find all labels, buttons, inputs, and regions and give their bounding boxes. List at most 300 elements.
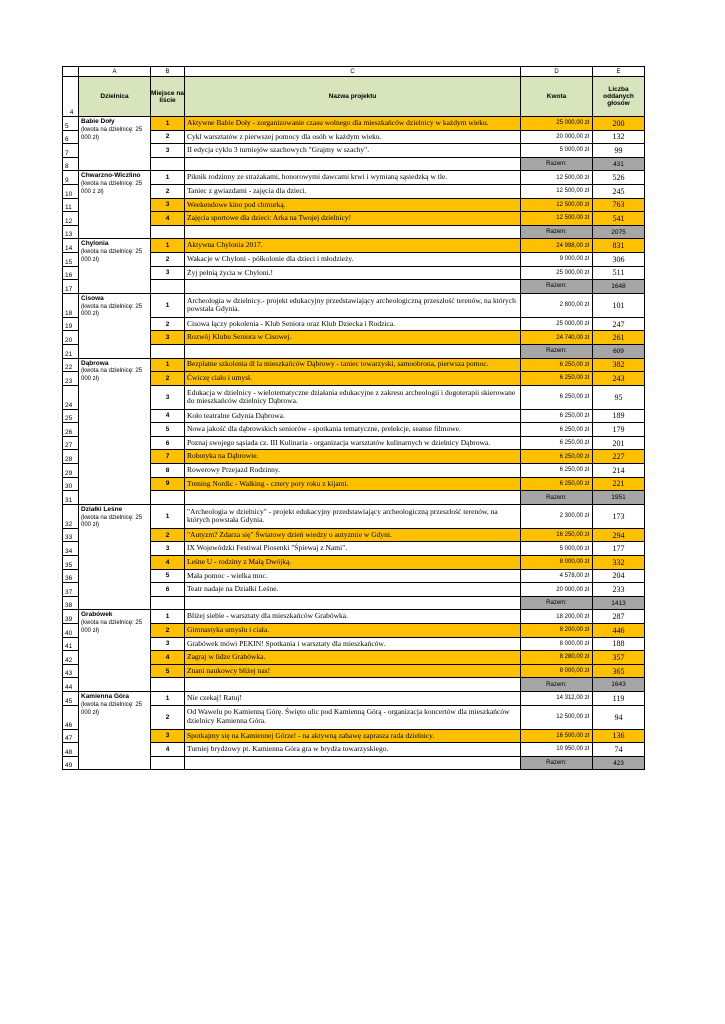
- amount-cell[interactable]: 25 000,00 zł: [521, 317, 593, 331]
- empty-cell[interactable]: [151, 225, 185, 239]
- project-row: [63, 130, 645, 144]
- place-cell[interactable]: 2: [151, 624, 185, 638]
- empty-cell[interactable]: [185, 756, 521, 770]
- amount-cell[interactable]: 9 000,00 zł: [521, 252, 593, 266]
- column-letter-e[interactable]: E: [593, 67, 645, 77]
- district-budget-note: (kwota na dzielnicę: 25 000 zł): [81, 249, 143, 263]
- project-name-cell[interactable]: Robotyka na Dąbrowie.: [185, 450, 521, 464]
- project-name-cell[interactable]: Nowa jakość dla dąbrowskich seniorów - spotkania tematyczne, prelekcje, seanse filmowe.: [185, 423, 521, 437]
- votes-header[interactable]: Liczba oddanych głosów: [593, 77, 645, 117]
- project-row: [63, 144, 645, 158]
- amount-cell[interactable]: 6 250,00 zł: [521, 358, 593, 372]
- row-number[interactable]: 33: [63, 528, 79, 542]
- district-cell[interactable]: [79, 358, 151, 504]
- total-votes-cell[interactable]: 1643: [593, 678, 645, 692]
- amount-cell[interactable]: 5 000,00 zł: [521, 144, 593, 158]
- column-letter-d[interactable]: D: [521, 67, 593, 77]
- project-name-cell[interactable]: Grabówek mówi PEKIN! Spotkania i warsztaty dla mieszkańców.: [185, 637, 521, 651]
- place-cell[interactable]: 5: [151, 423, 185, 437]
- place-cell[interactable]: 1: [151, 610, 185, 624]
- empty-cell[interactable]: [185, 225, 521, 239]
- project-name-cell[interactable]: Rozwój Klubu Seniora w Cisowej.: [185, 331, 521, 345]
- district-header[interactable]: Dzielnica: [79, 77, 151, 117]
- row-number[interactable]: 44: [63, 678, 79, 692]
- amount-cell[interactable]: 6 250,00 zł: [521, 450, 593, 464]
- votes-cell[interactable]: 221: [593, 477, 645, 491]
- row-number[interactable]: 22: [63, 358, 79, 372]
- place-cell[interactable]: 8: [151, 464, 185, 478]
- project-row: [63, 385, 645, 409]
- total-votes-cell[interactable]: 609: [593, 344, 645, 358]
- place-cell[interactable]: 4: [151, 651, 185, 665]
- row-number[interactable]: 28: [63, 450, 79, 464]
- district-cell[interactable]: [79, 117, 151, 171]
- district-cell[interactable]: [79, 610, 151, 692]
- sum-label-cell[interactable]: Razem:: [521, 491, 593, 505]
- place-cell[interactable]: 3: [151, 331, 185, 345]
- row-number[interactable]: 49: [63, 756, 79, 770]
- project-row: [63, 252, 645, 266]
- place-cell[interactable]: 2: [151, 252, 185, 266]
- empty-cell[interactable]: [185, 280, 521, 294]
- place-cell[interactable]: 2: [151, 184, 185, 198]
- place-cell[interactable]: 2: [151, 528, 185, 542]
- column-letter-b[interactable]: B: [151, 67, 185, 77]
- row-number[interactable]: 14: [63, 239, 79, 253]
- project-name-cell[interactable]: Rowerowy Przejazd Rodzinny.: [185, 464, 521, 478]
- row-number[interactable]: 43: [63, 664, 79, 678]
- corner-cell[interactable]: [63, 67, 79, 77]
- total-votes-cell[interactable]: 431: [593, 157, 645, 171]
- project-name-cell[interactable]: "Autyzm? Zdarza się" Światowy dzień wiedzy o autyzmie w Gdyni.: [185, 528, 521, 542]
- votes-cell[interactable]: 200: [593, 117, 645, 131]
- amount-cell[interactable]: 25 000,00 zł: [521, 117, 593, 131]
- amount-cell[interactable]: 6 250,00 zł: [521, 385, 593, 409]
- place-cell[interactable]: 1: [151, 691, 185, 705]
- district-name: Kamienna Góra: [81, 692, 130, 700]
- sum-label-cell[interactable]: Razem:: [521, 225, 593, 239]
- project-name-cell[interactable]: Koło teatralne Gdynia Dąbrowa.: [185, 409, 521, 423]
- row-number[interactable]: 42: [63, 651, 79, 665]
- place-cell[interactable]: 1: [151, 358, 185, 372]
- row-number[interactable]: 46: [63, 705, 79, 729]
- sum-row: [63, 280, 645, 294]
- votes-cell[interactable]: 763: [593, 198, 645, 212]
- amount-cell[interactable]: 12 500,00 zł: [521, 212, 593, 226]
- place-cell[interactable]: 2: [151, 130, 185, 144]
- votes-cell[interactable]: 188: [593, 637, 645, 651]
- row-number[interactable]: 16: [63, 266, 79, 280]
- project-name-cell[interactable]: Zagraj w lidze Grabówka.: [185, 651, 521, 665]
- votes-cell[interactable]: 74: [593, 743, 645, 757]
- project-row: [63, 542, 645, 556]
- row-number[interactable]: 45: [63, 691, 79, 705]
- votes-cell[interactable]: 243: [593, 372, 645, 386]
- votes-cell[interactable]: 261: [593, 331, 645, 345]
- project-row: [63, 610, 645, 624]
- project-row: [63, 556, 645, 570]
- district-budget-note: (kwota na dzielnicę: 25 000 zł): [81, 126, 143, 141]
- project-name-cell[interactable]: Nie czekaj! Ratuj!: [185, 691, 521, 705]
- amount-cell[interactable]: 24 740,00 zł: [521, 331, 593, 345]
- project-row: [63, 691, 645, 705]
- project-row: [63, 423, 645, 437]
- project-row: [63, 358, 645, 372]
- project-name-cell[interactable]: "Archeologia w dzielnicy" - projekt edukacyjny przedstawiający archeologiczną przeszłość terenów, na których powstała Gdynia.: [185, 504, 521, 528]
- votes-cell[interactable]: 247: [593, 317, 645, 331]
- project-name-cell[interactable]: Mała pomoc - wielka moc.: [185, 569, 521, 583]
- project-name-cell[interactable]: Spotkajmy się na Kamiennej Górze! - na aktywną zabawę zaprasza rada dzielnicy.: [185, 729, 521, 743]
- row-number[interactable]: 5: [63, 117, 79, 131]
- row-number[interactable]: 8: [63, 157, 79, 171]
- project-name-cell[interactable]: Aktywne Babie Doły - zorganizowanie czasu wolnego dla mieszkańców dzielnicy w każdym wieku.: [185, 117, 521, 131]
- empty-cell[interactable]: [185, 491, 521, 505]
- project-row: [63, 705, 645, 729]
- project-row: [63, 409, 645, 423]
- project-name-cell[interactable]: Aktywna Chylonia 2017.: [185, 239, 521, 253]
- project-row: [63, 198, 645, 212]
- place-cell[interactable]: 3: [151, 198, 185, 212]
- row-number[interactable]: 31: [63, 491, 79, 505]
- project-name-cell[interactable]: Turniej brydżowy pt. Kamienna Góra gra w brydża towarzyskiego.: [185, 743, 521, 757]
- project-name-cell[interactable]: Taniec z gwiazdami - zajęcia dla dzieci.: [185, 184, 521, 198]
- row-number[interactable]: 40: [63, 624, 79, 638]
- empty-cell[interactable]: [151, 280, 185, 294]
- project-row: [63, 450, 645, 464]
- place-cell[interactable]: 5: [151, 569, 185, 583]
- place-cell[interactable]: 4: [151, 556, 185, 570]
- district-name: Chwarzno-Wiczlino: [81, 172, 141, 180]
- district-cell[interactable]: [79, 691, 151, 769]
- district-budget-note: (kwota na dzielnicę: 25 000 z zł): [81, 181, 143, 195]
- row-number[interactable]: 25: [63, 409, 79, 423]
- project-row: [63, 651, 645, 665]
- district-cell[interactable]: [79, 239, 151, 293]
- amount-cell[interactable]: 20 000,00 zł: [521, 130, 593, 144]
- project-row: [63, 331, 645, 345]
- project-row: [63, 171, 645, 185]
- row-number[interactable]: 36: [63, 569, 79, 583]
- votes-cell[interactable]: 526: [593, 171, 645, 185]
- row-number[interactable]: 7: [63, 144, 79, 158]
- row-number[interactable]: 32: [63, 504, 79, 528]
- amount-cell[interactable]: 6 250,00 zł: [521, 464, 593, 478]
- project-row: [63, 624, 645, 638]
- place-cell[interactable]: 1: [151, 293, 185, 317]
- amount-cell[interactable]: 25 000,00 zł: [521, 266, 593, 280]
- project-name-cell[interactable]: Trening Nordic - Walking - cztery pory roku z kijami.: [185, 477, 521, 491]
- project-name-cell[interactable]: Bliżej siebie - warsztaty dla mieszkańców Grabówka.: [185, 610, 521, 624]
- total-votes-cell[interactable]: 2075: [593, 225, 645, 239]
- sum-row: [63, 491, 645, 505]
- place-cell[interactable]: 5: [151, 664, 185, 678]
- row-number[interactable]: 6: [63, 130, 79, 144]
- place-cell[interactable]: 3: [151, 729, 185, 743]
- place-cell[interactable]: 9: [151, 477, 185, 491]
- votes-cell[interactable]: 332: [593, 556, 645, 570]
- row-number[interactable]: 29: [63, 464, 79, 478]
- project-row: [63, 317, 645, 331]
- place-cell[interactable]: 4: [151, 212, 185, 226]
- amount-cell[interactable]: 14 312,00 zł: [521, 691, 593, 705]
- project-name-cell[interactable]: Żyj pełnią życia w Chyloni.!: [185, 266, 521, 280]
- place-cell[interactable]: 1: [151, 504, 185, 528]
- amount-cell[interactable]: 8 000,00 zł: [521, 556, 593, 570]
- amount-cell[interactable]: 6 250,00 zł: [521, 423, 593, 437]
- row-number[interactable]: 24: [63, 385, 79, 409]
- project-row: [63, 293, 645, 317]
- votes-cell[interactable]: 204: [593, 569, 645, 583]
- votes-cell[interactable]: 177: [593, 542, 645, 556]
- amount-cell[interactable]: 16 500,00 zł: [521, 729, 593, 743]
- row-number[interactable]: 48: [63, 743, 79, 757]
- empty-cell[interactable]: [151, 678, 185, 692]
- place-header[interactable]: Miejsce na liście: [151, 77, 185, 117]
- votes-cell[interactable]: 365: [593, 664, 645, 678]
- place-cell[interactable]: 3: [151, 385, 185, 409]
- amount-cell[interactable]: 12 500,00 zł: [521, 705, 593, 729]
- place-cell[interactable]: 1: [151, 239, 185, 253]
- votes-cell[interactable]: 287: [593, 610, 645, 624]
- total-votes-cell[interactable]: 1648: [593, 280, 645, 294]
- project-name-cell[interactable]: IX Wojewódzki Festiwal Piosenki "Śpiewaj z Nami".: [185, 542, 521, 556]
- project-name-cell[interactable]: Leśne U - rodziny z Małą Dwójką.: [185, 556, 521, 570]
- votes-cell[interactable]: 136: [593, 729, 645, 743]
- place-cell[interactable]: 3: [151, 542, 185, 556]
- sum-label-cell[interactable]: Razem:: [521, 157, 593, 171]
- project-name-cell[interactable]: Edukacja w dzielnicy - wielotematyczne działania edukacyjne z zakresu archeologii i dogoterapii skierowane do mieszkańców dzielnicy Dąbrowa.: [185, 385, 521, 409]
- row-number[interactable]: 10: [63, 184, 79, 198]
- sum-row: [63, 225, 645, 239]
- empty-cell[interactable]: [151, 157, 185, 171]
- column-letter-row: [63, 67, 645, 77]
- votes-cell[interactable]: 201: [593, 436, 645, 450]
- place-cell[interactable]: 4: [151, 409, 185, 423]
- district-name: Cisowa: [81, 294, 104, 302]
- district-cell[interactable]: [79, 171, 151, 239]
- amount-cell[interactable]: 12 500,00 zł: [521, 171, 593, 185]
- amount-cell[interactable]: 18 200,00 zł: [521, 610, 593, 624]
- votes-cell[interactable]: 95: [593, 385, 645, 409]
- project-name-cell[interactable]: Gimnastyka umysłu i ciała.: [185, 624, 521, 638]
- amount-cell[interactable]: 12 500,00 zł: [521, 184, 593, 198]
- place-cell[interactable]: 3: [151, 637, 185, 651]
- place-cell[interactable]: 1: [151, 117, 185, 131]
- project-row: [63, 743, 645, 757]
- row-number[interactable]: 13: [63, 225, 79, 239]
- empty-cell[interactable]: [151, 344, 185, 358]
- amount-cell[interactable]: 2 800,00 zł: [521, 293, 593, 317]
- project-row: [63, 528, 645, 542]
- project-name-cell[interactable]: Weekendowe kino pod chmurką.: [185, 198, 521, 212]
- district-name: Dąbrowa: [81, 359, 109, 367]
- district-budget-note: (kwota na dzielnicę: 25 000 zł): [81, 368, 143, 383]
- project-row: [63, 729, 645, 743]
- district-budget-note: (kwota na dzielnicę: 25 000 zł): [81, 620, 143, 634]
- votes-cell[interactable]: 511: [593, 266, 645, 280]
- votes-cell[interactable]: 119: [593, 691, 645, 705]
- row-number[interactable]: 27: [63, 436, 79, 450]
- project-name-cell[interactable]: II edycja cyklu 3 turniejów szachowych "Grajmy w szachy".: [185, 144, 521, 158]
- sum-label-cell[interactable]: Razem:: [521, 756, 593, 770]
- place-cell[interactable]: 1: [151, 171, 185, 185]
- place-cell[interactable]: 4: [151, 743, 185, 757]
- votes-cell[interactable]: 227: [593, 450, 645, 464]
- votes-cell[interactable]: 357: [593, 651, 645, 665]
- votes-cell[interactable]: 179: [593, 423, 645, 437]
- project-name-cell[interactable]: Bezpłatne szkolenia dl la mieszkańców Dąbrowy - taniec towarzyski, samoobrona, pierwsza pomoc.: [185, 358, 521, 372]
- row-number[interactable]: 35: [63, 556, 79, 570]
- amount-cell[interactable]: 6 250,00 zł: [521, 409, 593, 423]
- amount-header[interactable]: Kwota: [521, 77, 593, 117]
- place-cell[interactable]: 6: [151, 436, 185, 450]
- project-row: [63, 477, 645, 491]
- amount-cell[interactable]: 8 280,00 zł: [521, 651, 593, 665]
- project-name-cell[interactable]: Wakacje w Chyloni - półkolonie dla dzieci i młodzieży.: [185, 252, 521, 266]
- sum-row: [63, 678, 645, 692]
- votes-cell[interactable]: 189: [593, 409, 645, 423]
- place-cell[interactable]: 3: [151, 144, 185, 158]
- project-row: [63, 637, 645, 651]
- total-votes-cell[interactable]: 423: [593, 756, 645, 770]
- empty-cell[interactable]: [151, 491, 185, 505]
- district-name: Chylonia: [81, 240, 109, 248]
- project-name-cell[interactable]: Cisowa łączy pokolenia - Klub Seniora oraz Klub Dziecka i Rodzica.: [185, 317, 521, 331]
- row-number[interactable]: 34: [63, 542, 79, 556]
- votes-cell[interactable]: 541: [593, 212, 645, 226]
- sum-label-cell[interactable]: Razem:: [521, 344, 593, 358]
- project-name-header[interactable]: Nazwa projektu: [185, 77, 521, 117]
- row-number[interactable]: 9: [63, 171, 79, 185]
- votes-cell[interactable]: 173: [593, 504, 645, 528]
- votes-cell[interactable]: 831: [593, 239, 645, 253]
- row-number[interactable]: 23: [63, 372, 79, 386]
- district-budget-note: (kwota na dzielnicę: 25 000 zł): [81, 303, 143, 318]
- project-name-cell[interactable]: Ćwiczę ciało i umysł.: [185, 372, 521, 386]
- sum-row: [63, 157, 645, 171]
- empty-cell[interactable]: [185, 344, 521, 358]
- district-name: Babie Doły: [81, 118, 115, 125]
- amount-cell[interactable]: 8 200,00 zł: [521, 624, 593, 638]
- district-budget-note: (kwota na dzielnicę: 25 000 zł): [81, 514, 143, 529]
- project-name-cell[interactable]: Poznaj swojego sąsiada cz. III Kulinaria - organizacja warsztatów kulinarnych w dzielnicy Dąbrowa.: [185, 436, 521, 450]
- total-votes-cell[interactable]: 1951: [593, 491, 645, 505]
- amount-cell[interactable]: 20 000,00 zł: [521, 583, 593, 597]
- amount-cell[interactable]: 5 000,00 zł: [521, 542, 593, 556]
- votes-cell[interactable]: 382: [593, 358, 645, 372]
- place-cell[interactable]: 7: [151, 450, 185, 464]
- votes-cell[interactable]: 245: [593, 184, 645, 198]
- sum-row: [63, 344, 645, 358]
- row-number[interactable]: 47: [63, 729, 79, 743]
- votes-cell[interactable]: 101: [593, 293, 645, 317]
- row-number[interactable]: 15: [63, 252, 79, 266]
- project-row: [63, 569, 645, 583]
- row-number[interactable]: 37: [63, 583, 79, 597]
- project-row: [63, 184, 645, 198]
- sum-label-cell[interactable]: Razem:: [521, 596, 593, 610]
- empty-cell[interactable]: [185, 596, 521, 610]
- amount-cell[interactable]: 12 500,00 zł: [521, 198, 593, 212]
- project-row: [63, 583, 645, 597]
- project-name-cell[interactable]: Od Wawelu po Kamienną Górę. Święto ulic pod Kamienną Górą - organizacja koncertów dla mieszkańców dzielnicy Kamienna Góra.: [185, 705, 521, 729]
- place-cell[interactable]: 2: [151, 372, 185, 386]
- results-spreadsheet: [62, 66, 645, 770]
- empty-cell[interactable]: [185, 157, 521, 171]
- row-number[interactable]: 4: [63, 77, 79, 117]
- empty-cell[interactable]: [151, 596, 185, 610]
- votes-cell[interactable]: 99: [593, 144, 645, 158]
- row-number[interactable]: 30: [63, 477, 79, 491]
- amount-cell[interactable]: 16 250,00 zł: [521, 528, 593, 542]
- votes-cell[interactable]: 306: [593, 252, 645, 266]
- amount-cell[interactable]: 6 250,00 zł: [521, 436, 593, 450]
- amount-cell[interactable]: 4 578,00 zł: [521, 569, 593, 583]
- place-cell[interactable]: 6: [151, 583, 185, 597]
- project-name-cell[interactable]: Teatr nadaje na Działki Leśne.: [185, 583, 521, 597]
- row-number[interactable]: 18: [63, 293, 79, 317]
- sum-row: [63, 596, 645, 610]
- district-cell[interactable]: [79, 504, 151, 610]
- amount-cell[interactable]: 8 000,00 zł: [521, 664, 593, 678]
- votes-cell[interactable]: 294: [593, 528, 645, 542]
- row-number[interactable]: 39: [63, 610, 79, 624]
- column-letter-c[interactable]: C: [185, 67, 521, 77]
- amount-cell[interactable]: 6 250,00 zł: [521, 372, 593, 386]
- project-row: [63, 266, 645, 280]
- row-number[interactable]: 21: [63, 344, 79, 358]
- amount-cell[interactable]: 24 998,00 zł: [521, 239, 593, 253]
- sum-row: [63, 756, 645, 770]
- project-name-cell[interactable]: Piknik rodzinny ze strażakami, honorowymi dawcami krwi i wymianą sąsiedzką w tle.: [185, 171, 521, 185]
- votes-cell[interactable]: 446: [593, 624, 645, 638]
- row-number[interactable]: 17: [63, 280, 79, 294]
- district-name: Działki Leśne: [81, 505, 123, 513]
- empty-cell[interactable]: [185, 678, 521, 692]
- project-row: [63, 372, 645, 386]
- votes-cell[interactable]: 94: [593, 705, 645, 729]
- row-number[interactable]: 26: [63, 423, 79, 437]
- project-name-cell[interactable]: Zajęcia sportowe dla dzieci: Arka na Twojej dzielnicy!: [185, 212, 521, 226]
- column-letter-a[interactable]: A: [79, 67, 151, 77]
- row-number[interactable]: 20: [63, 331, 79, 345]
- sum-label-cell[interactable]: Razem:: [521, 280, 593, 294]
- votes-cell[interactable]: 132: [593, 130, 645, 144]
- amount-cell[interactable]: 2 300,00 zł: [521, 504, 593, 528]
- amount-cell[interactable]: 6 250,00 zł: [521, 477, 593, 491]
- row-number[interactable]: 12: [63, 212, 79, 226]
- row-number[interactable]: 11: [63, 198, 79, 212]
- total-votes-cell[interactable]: 1413: [593, 596, 645, 610]
- place-cell[interactable]: 2: [151, 705, 185, 729]
- empty-cell[interactable]: [151, 756, 185, 770]
- district-name: Grabówek: [81, 611, 113, 619]
- row-number[interactable]: 19: [63, 317, 79, 331]
- district-cell[interactable]: [79, 293, 151, 358]
- sum-label-cell[interactable]: Razem:: [521, 678, 593, 692]
- amount-cell[interactable]: 8 000,00 zł: [521, 637, 593, 651]
- project-name-cell[interactable]: Znani naukowcy bliżej nas!: [185, 664, 521, 678]
- place-cell[interactable]: 3: [151, 266, 185, 280]
- project-name-cell[interactable]: Archeologia w dzielnicy.- projekt edukacyjny przedstawiający archeologiczną przeszłość terenów, na których powstała Gdynia.: [185, 293, 521, 317]
- amount-cell[interactable]: 10 950,00 zł: [521, 743, 593, 757]
- place-cell[interactable]: 2: [151, 317, 185, 331]
- row-number[interactable]: 38: [63, 596, 79, 610]
- row-number[interactable]: 41: [63, 637, 79, 651]
- votes-cell[interactable]: 214: [593, 464, 645, 478]
- votes-cell[interactable]: 233: [593, 583, 645, 597]
- project-name-cell[interactable]: Cykl warsztatów z pierwszej pomocy dla osób w każdym wieku.: [185, 130, 521, 144]
